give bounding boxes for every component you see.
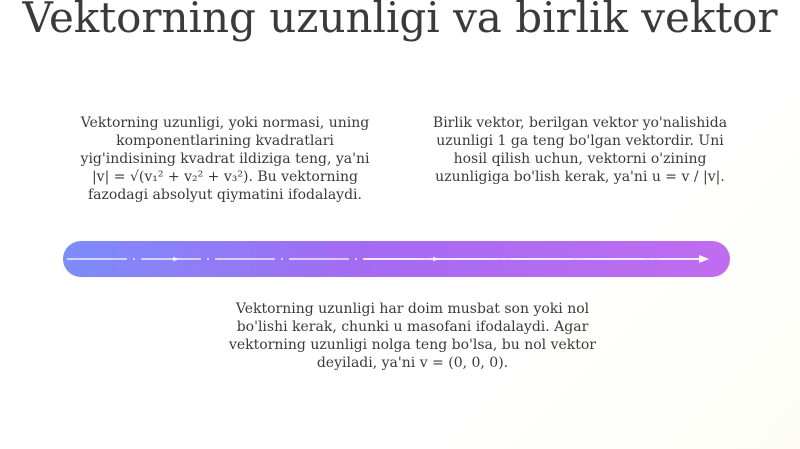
arrow-icon	[63, 241, 730, 277]
slide-title: Vektorning uzunligi va birlik vektor	[22, 0, 778, 42]
vector-length-paragraph: Vektorning uzunligi, yoki normasi, uning komponentlarining kvadratlari yig'indisining kvadrat ildiziga teng, ya'ni |v| = √(v₁² + v₂² + v₃²). Bu vektorning fazodagi absolyut qiymatini ifodalaydi.	[80, 115, 370, 203]
unit-vector-paragraph: Birlik vektor, berilgan vektor yo'nalishida uzunligi 1 ga teng bo'lgan vektordir. Uni hosil qilish uchun, vektorni o'zining uzunligiga bo'lish kerak, ya'ni u = v / |v|.	[432, 115, 728, 185]
length-note-paragraph: Vektorning uzunligi har doim musbat son yoki nol bo'lishi kerak, chunki u masofani ifodalaydi. Agar vektorning uzunligi nolga teng bo'lsa, bu nol vektor deyiladi, ya'ni v = (0, 0, 0).	[228, 301, 596, 371]
vector-arrow-bar	[63, 241, 730, 277]
